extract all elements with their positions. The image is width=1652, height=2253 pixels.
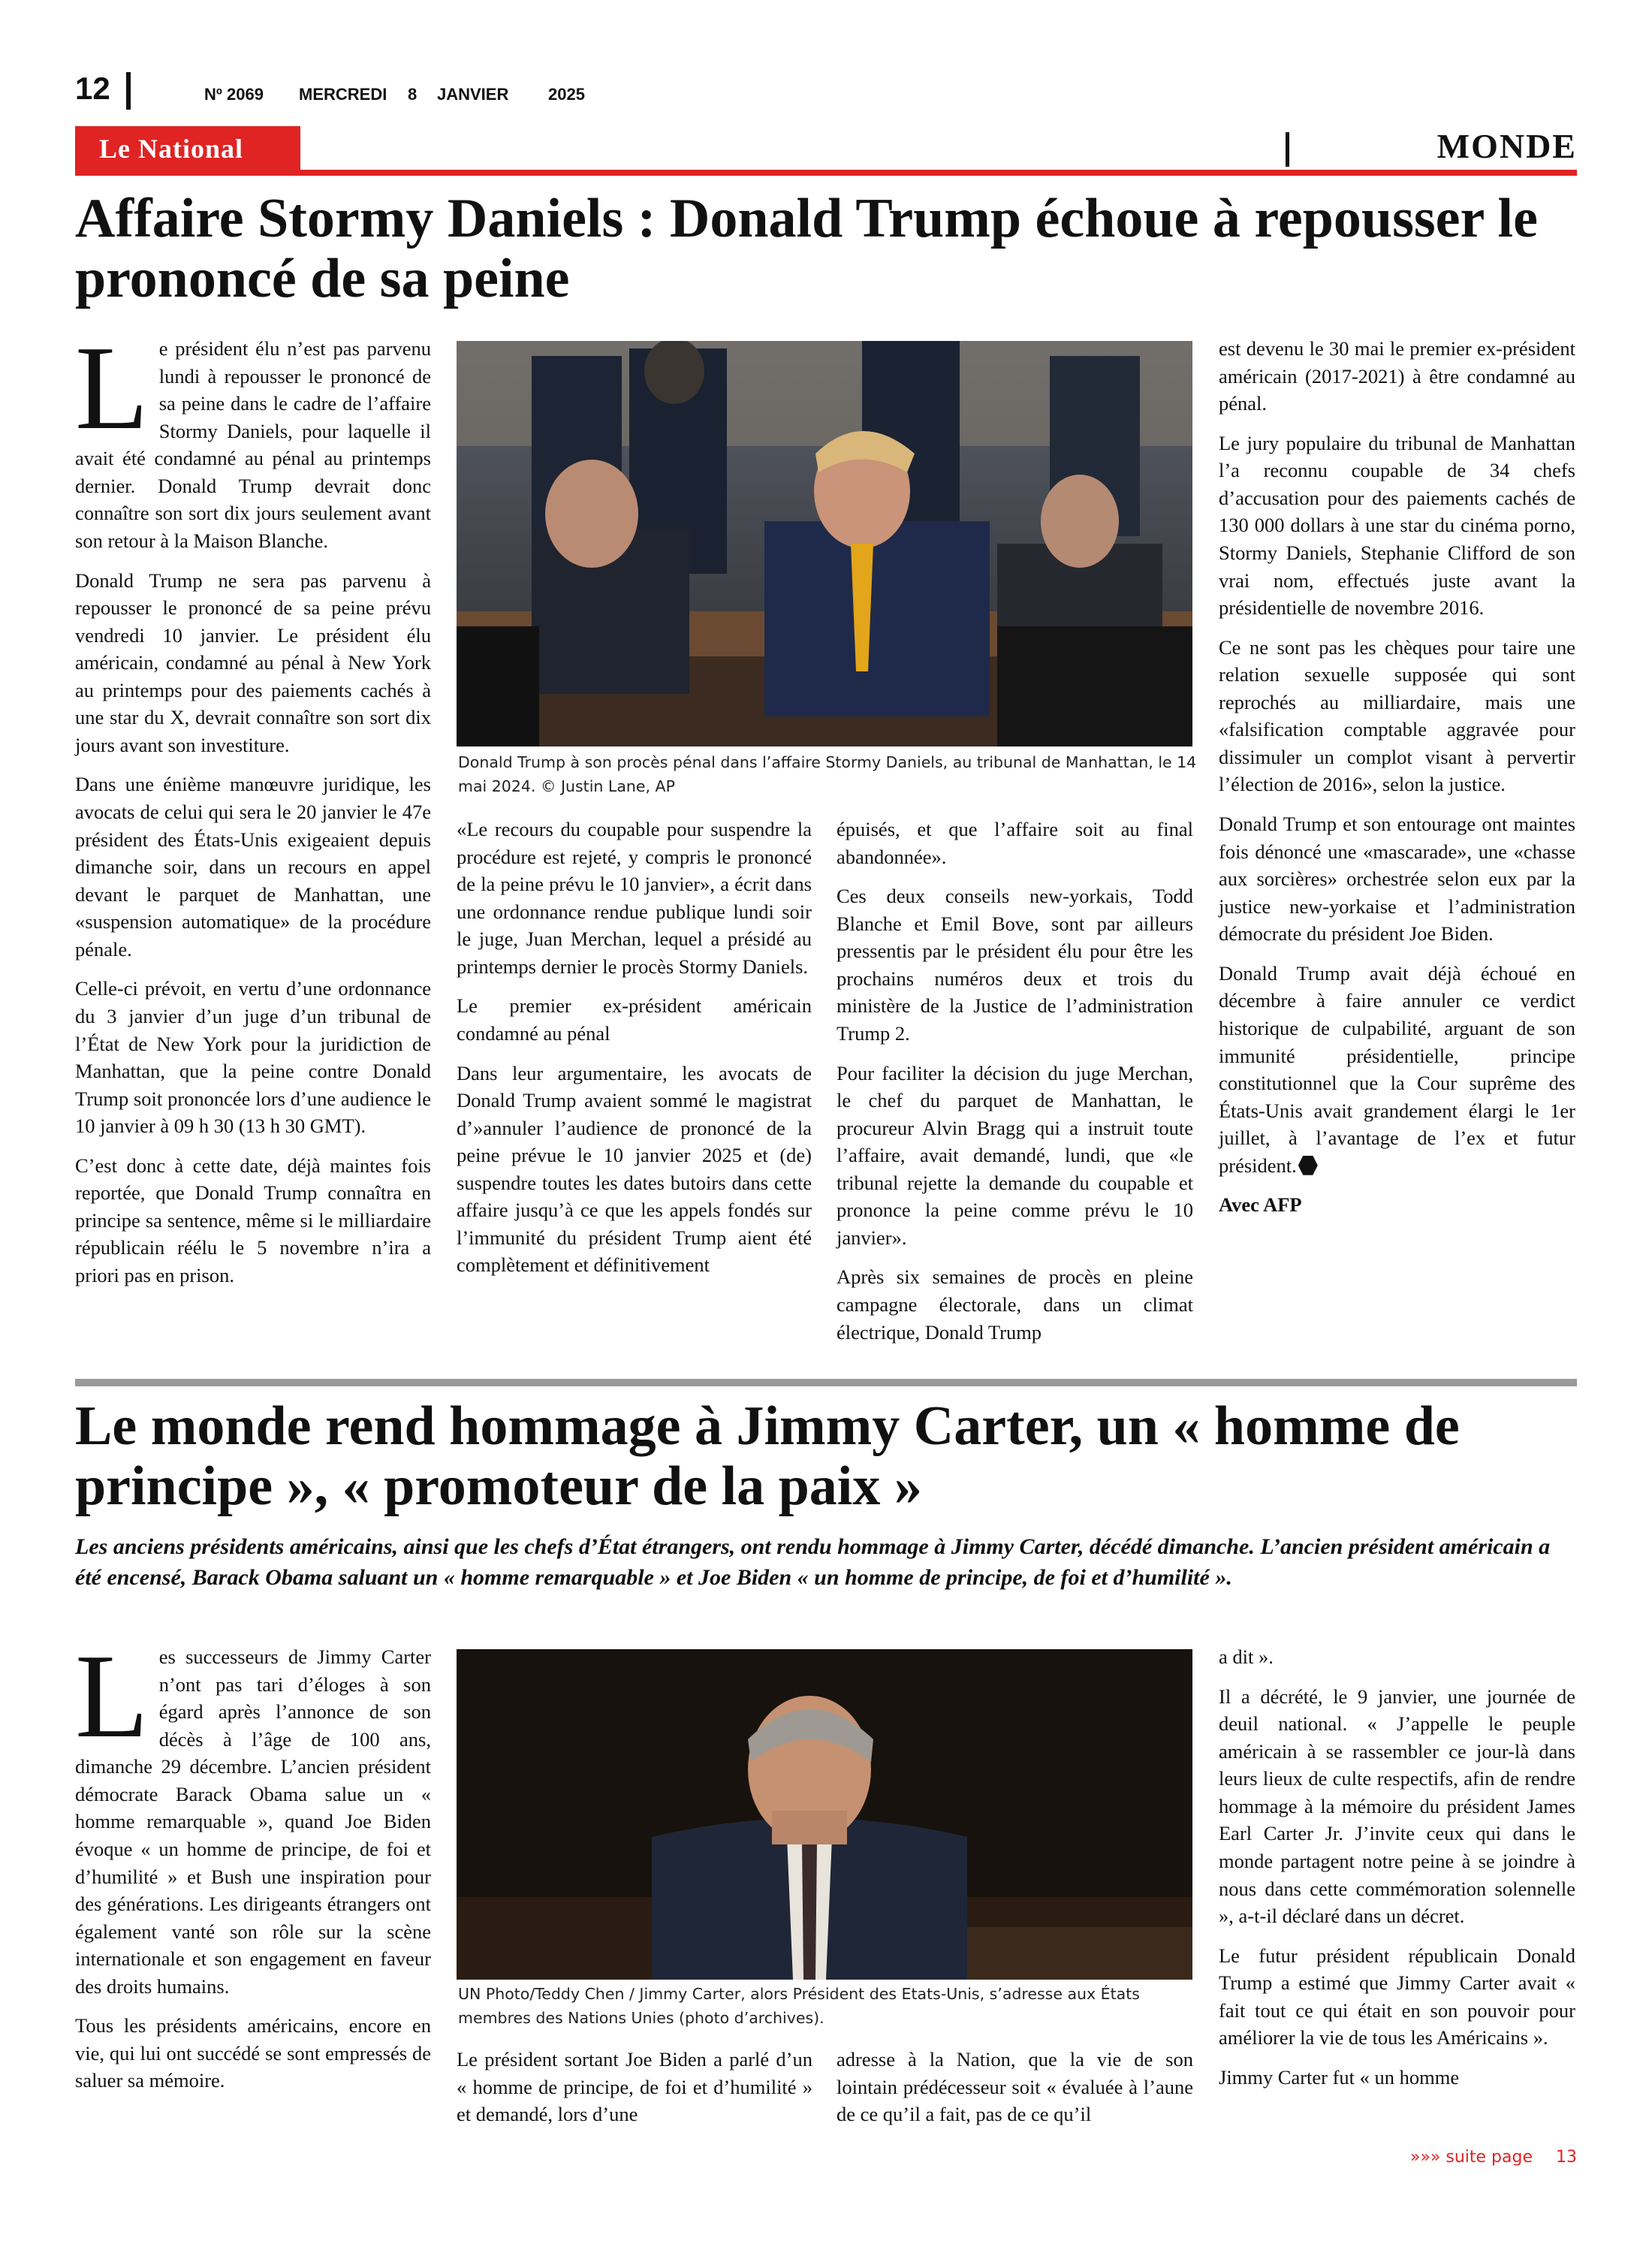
trump-courtroom-photo bbox=[457, 341, 1192, 746]
article1-paragraph: Dans une énième manœuvre juridique, les avocats de celui qui sera le 20 janvier le 47e président des États-Unis exigeaient depuis dimanche soir, dans un recours en appel devant le parquet de Manhattan, une «suspension automatique» de la procédure pénale. bbox=[75, 773, 431, 961]
article2-paragraph: Tous les présidents américains, encore en vie, qui lui ont succédé se sont empressés de saluer sa mémoire. bbox=[75, 2014, 431, 2092]
article2-column-3 bbox=[837, 2046, 1193, 2140]
article1-paragraph: Dans leur argumentaire, les avocats de Donald Trump avaient sommé le magistrat d’»annuler l’audience de prononcé de la peine prévue le 10 janvier 2025 et (de) suspendre toutes les dates butoirs dans cette affaire jusqu’à ce que les appels fondés sur l’immunité du président Trump aient été complètement et définitivement bbox=[457, 1061, 812, 1277]
continued-on-page[interactable] bbox=[1410, 2148, 1577, 2167]
article2-photo-caption: UN Photo/Teddy Chen / Jimmy Carter, alors Président des Etats-Unis, s’adresse aux États membres des Nations Unies (photo d’archives). bbox=[458, 1985, 1140, 2027]
article2-paragraph: Jimmy Carter fut « un homme bbox=[1219, 2065, 1460, 2089]
article1-paragraph: épuisés, et que l’affaire soit au final abandonnée». bbox=[837, 818, 1193, 868]
article2-paragraph: adresse à la Nation, que la vie de son lointain prédécesseur soit « évaluée à l’aune de ce qu’il a fait, pas de ce qu’il bbox=[837, 2048, 1193, 2126]
article2-headline: Le monde rend hommage à Jimmy Carter, un « homme de principe », « promoteur de la paix » bbox=[75, 1395, 1460, 1517]
end-of-article-icon bbox=[1298, 1156, 1318, 1175]
issue-weekday: MERCREDI bbox=[299, 85, 387, 104]
continued-label: »»» suite page bbox=[1410, 2148, 1533, 2167]
page-number-divider bbox=[126, 72, 131, 110]
article1-dropcap: L bbox=[75, 321, 149, 454]
article1-column-1 bbox=[75, 321, 431, 1301]
continued-page-number: 13 bbox=[1556, 2148, 1577, 2167]
article2-paragraph: a dit ». bbox=[1219, 1645, 1274, 1668]
article2-column-2 bbox=[457, 2046, 812, 2140]
section-divider bbox=[1286, 132, 1289, 167]
article1-paragraph: Donald Trump et son entourage ont maintes fois dénoncé une «mascarade», une «chasse aux sorcières» orchestrée selon eux par la justice new-yorkaise et l’administration démocrate du président Joe Biden. bbox=[1219, 813, 1575, 946]
article1-paragraph: Donald Trump ne sera pas parvenu à repousser le prononcé de sa peine prévu vendredi 10 janvier. Le président élu américain, condamné au pénal à New York au printemps pour des paiements cachés à une star du X, devrait connaître son sort dix jours avant son investiture. bbox=[75, 569, 431, 756]
issue-month: JANVIER bbox=[437, 85, 509, 104]
article1-column-2 bbox=[457, 816, 812, 1291]
article1-byline: Avec AFP bbox=[1219, 1193, 1302, 1217]
article1-paragraph: e président élu n’est pas parvenu lundi à repousser le prononcé de sa peine dans le cadre de l’affaire Stormy Daniels, pour laquelle il avait été condamné au pénal au printemps dernier. Donald Trump devrait donc connaître son sort dix jours seulement avant son retour à la Maison Blanche. bbox=[75, 337, 431, 552]
carter-un-photo bbox=[457, 1649, 1192, 1980]
section-label: MONDE bbox=[1436, 127, 1577, 165]
article1-paragraph: Après six semaines de procès en pleine campagne électorale, dans un climat électrique, Donald Trump bbox=[837, 1265, 1193, 1344]
article1-paragraph: est devenu le 30 mai le premier ex-président américain (2017-2021) à être condamné au pénal. bbox=[1219, 337, 1575, 415]
article2-column-1 bbox=[75, 1629, 431, 2107]
article1-headline: Affaire Stormy Daniels : Donald Trump échoue à repousser le prononcé de sa peine bbox=[75, 188, 1538, 309]
trump-courtroom-photo-illustration bbox=[457, 341, 1192, 746]
article2-dropcap: L bbox=[75, 1629, 149, 1763]
issue-year: 2025 bbox=[548, 85, 585, 104]
article1-column-3 bbox=[837, 816, 1193, 1358]
header-rule bbox=[75, 170, 1577, 176]
page-number: 12 bbox=[75, 71, 110, 106]
article1-column-4 bbox=[1219, 335, 1575, 1231]
article2-paragraph: Le futur président républicain Donald Trump a estimé que Jimmy Carter avait « fait tout ce qui était en son pouvoir pour améliorer la vie de tous les Américains ». bbox=[1219, 1944, 1575, 2049]
article1-paragraph: Celle-ci prévoit, en vertu d’une ordonnance du 3 janvier d’un juge d’un tribunal de l’État de New York pour la juridiction de Manhattan, que la peine contre Donald Trump soit prononcée lors d’une audience le 10 janvier à 09 h 30 (13 h 30 GMT). bbox=[75, 977, 431, 1138]
article-divider bbox=[75, 1379, 1577, 1386]
article1-paragraph: «Le recours du coupable pour suspendre la procédure est rejeté, y compris le prononcé de la peine prévu le 10 janvier», a écrit dans une ordonnance rendue publique lundi soir le juge, Juan Merchan, lequel a présidé au printemps dernier le procès Stormy Daniels. bbox=[457, 818, 812, 978]
article2-paragraph: Il a décrété, le 9 janvier, une journée de deuil national. « J’appelle le peuple américain à se rassembler ce jour-là dans leurs lieux de culte respectifs, afin de rendre hommage à la mémoire du président James Earl Carter Jr. J’invite ceux qui dans le monde partagent notre peine à se joindre à nous dans cette commémoration solennelle », a-t-il déclaré dans un décret. bbox=[1219, 1684, 1575, 1928]
article2-paragraph: es successeurs de Jimmy Carter n’ont pas tari d’éloges à son égard après l’annonce de son décès à l’âge de 100 ans, dimanche 29 décembre. L’ancien président démocrate Barack Obama salue un « homme remarquable », quand Joe Biden évoque « un homme de principe, de foi et d’humilité » et Bush une inspiration pour des générations. Les dirigeants étrangers ont également vanté son rôle sur la scène internationale et son engagement en faveur des droits humains. bbox=[75, 1645, 431, 1998]
article2-standfirst: Les anciens présidents américains, ainsi que les chefs d’État étrangers, ont rendu hommage à Jimmy Carter, décédé dimanche. L’ancien président américain a été encensé, Barack Obama saluant un « homme remarquable » et Joe Biden « un homme de principe, de foi et d’humilité ». bbox=[75, 1534, 1551, 1590]
article1-paragraph: Le jury populaire du tribunal de Manhattan l’a reconnu coupable de 34 chefs d’accusation pour des paiements cachés de 130 000 dollars à une star du cinéma porno, Stormy Daniels, Stephanie Clifford de son vrai nom, effectués juste avant la présidentielle de novembre 2016. bbox=[1219, 431, 1575, 620]
article2-column-4 bbox=[1219, 1643, 1575, 2103]
article1-paragraph: Ces deux conseils new-yorkais, Todd Blanche et Emil Bove, sont par ailleurs pressentis par le président élu pour être les prochains numéros deux et trois du ministère de la Justice de l’administration Trump 2. bbox=[837, 885, 1193, 1045]
carter-un-photo-illustration bbox=[457, 1649, 1192, 1980]
brand-name: Le National bbox=[99, 134, 244, 164]
article1-paragraph: Pour faciliter la décision du juge Merchan, le chef du parquet de Manhattan, le procureur Alvin Bragg qui a instruit toute l’affaire, avait demandé, lundi, que «le tribunal rejette la demande du coupable et prononce la peine comme prévu le 10 janvier». bbox=[837, 1061, 1193, 1249]
article1-subheading: Le premier ex-président américain condamné au pénal bbox=[457, 994, 812, 1045]
article1-photo-caption: Donald Trump à son procès pénal dans l’affaire Stormy Daniels, au tribunal de Manhattan, le 14 mai 2024. © Justin Lane, AP bbox=[458, 753, 1197, 795]
article2-paragraph: Le président sortant Joe Biden a parlé d’un « homme de principe, de foi et d’humilité » et demandé, lors d’une bbox=[457, 2048, 812, 2126]
article1-paragraph: C’est donc à cette date, déjà maintes fois reportée, que Donald Trump connaîtra en principe sa sentence, même si le milliardaire républicain réélu le 5 novembre n’ira a priori pas en prison. bbox=[75, 1154, 431, 1286]
issue-day: 8 bbox=[408, 85, 418, 104]
issue-number: Nº 2069 bbox=[204, 85, 264, 104]
article1-paragraph: Ce ne sont pas les chèques pour taire une relation sexuelle supposée qui sont reprochés au milliardaire, mais une «falsification comptable aggravée pour dissimuler un complot visant à pervertir l’élection de 2016», selon la justice. bbox=[1219, 635, 1575, 796]
article1-paragraph: Donald Trump avait déjà échoué en décembre à faire annuler ce verdict historique de culpabilité, arguant de son immunité présidentielle, principe constitutionnel que la Cour suprême des États-Unis avait grandement élargi le 1er juillet, à l’avantage de l’ex et futur président. bbox=[1219, 961, 1575, 1177]
